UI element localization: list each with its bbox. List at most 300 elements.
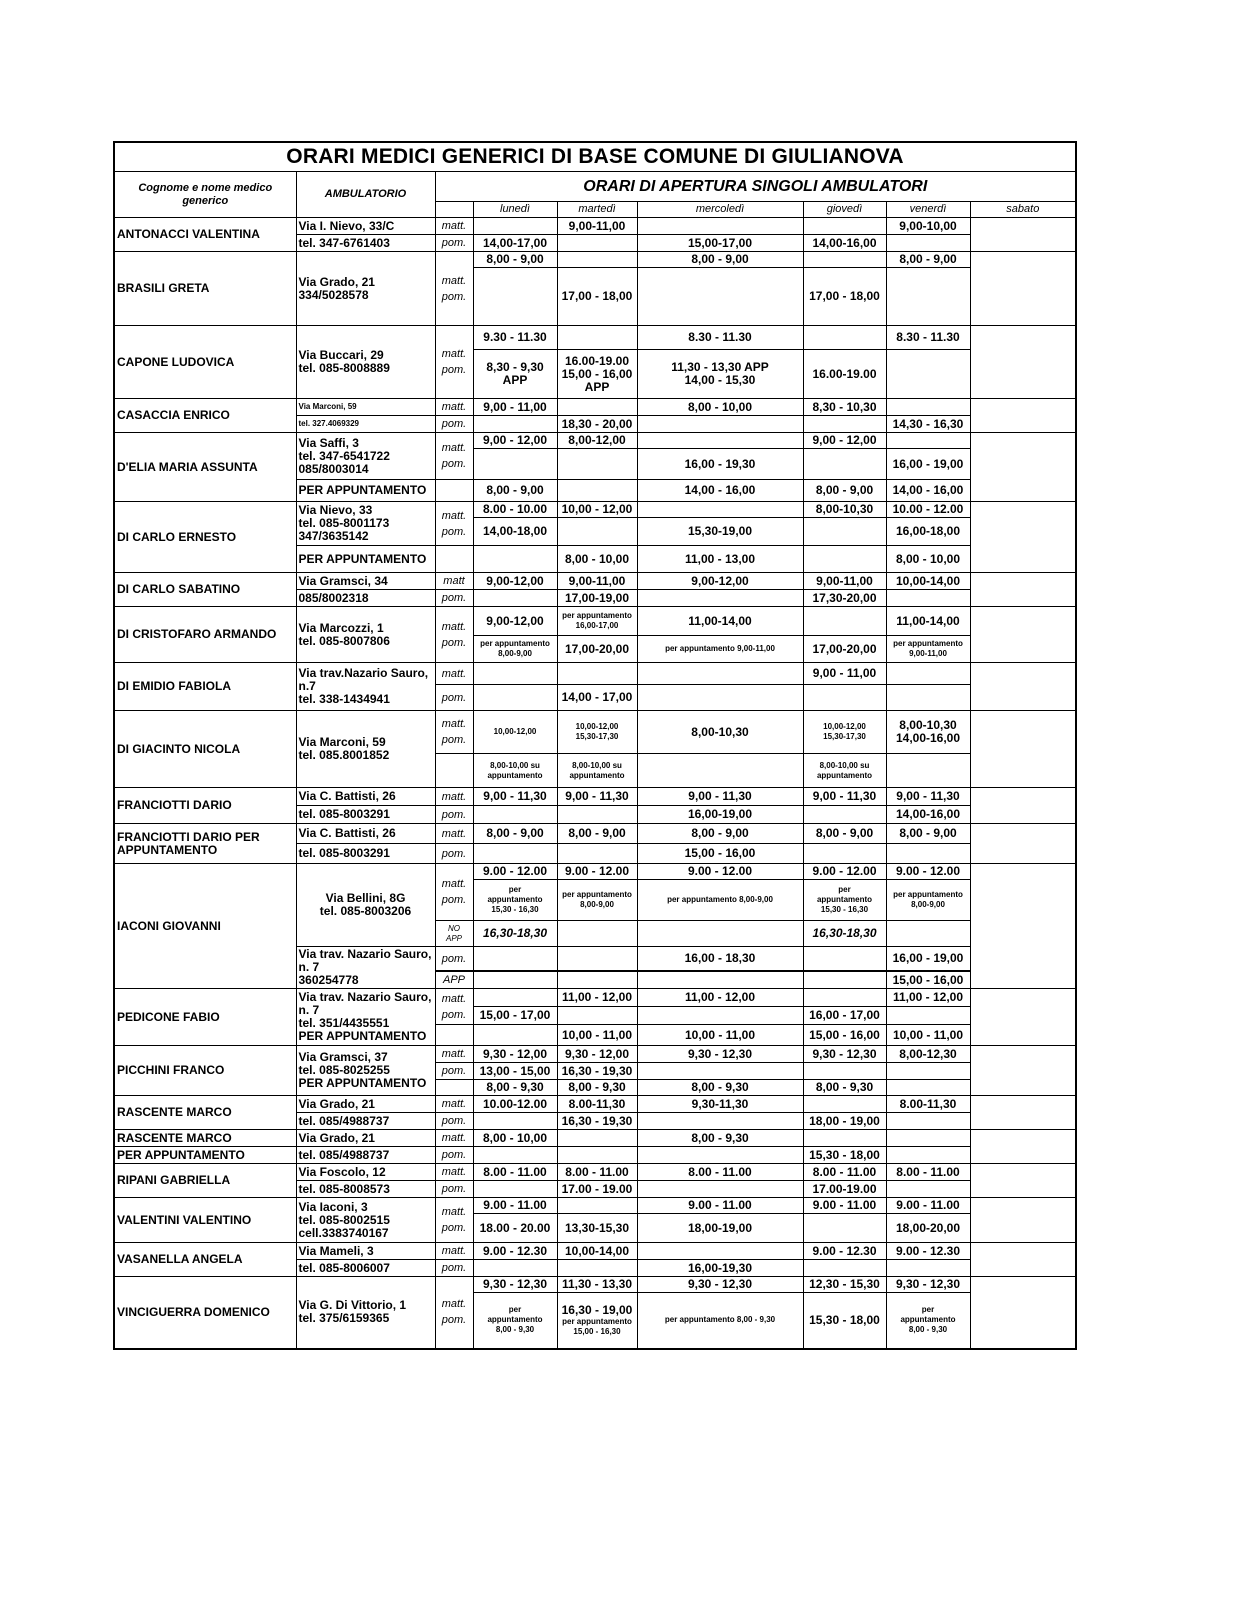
hours-cell bbox=[886, 1063, 970, 1080]
hours-cell bbox=[803, 1096, 886, 1113]
hours-cell: 17.00-19.00 bbox=[803, 1181, 886, 1198]
hours-cell bbox=[886, 685, 970, 711]
doctor-name: FRANCIOTTI DARIO bbox=[114, 788, 296, 824]
hours-cell: 17.00 - 19.00 bbox=[557, 1181, 637, 1198]
clinic-address bbox=[296, 433, 435, 480]
clinic-address bbox=[296, 663, 435, 711]
clinic-street: Via G. Di Vittorio, 1 bbox=[298, 1298, 407, 1313]
hours-cell: 17,00 - 18,00 bbox=[557, 268, 637, 326]
hours-cell: 16,30-18,30 bbox=[803, 921, 886, 947]
hours-cell-saturday bbox=[970, 663, 1076, 711]
hours-cell: 9.00 - 11.00 bbox=[886, 1198, 970, 1214]
hours-cell: 16,00-19,00 bbox=[637, 806, 803, 824]
hours-cell: 8.00-11,30 bbox=[557, 1096, 637, 1113]
clinic-address-2 bbox=[296, 947, 435, 989]
clinic-phone: tel. 085-8003291 bbox=[296, 844, 435, 864]
hours-cell: 18,00 - 19,00 bbox=[803, 1113, 886, 1130]
hours-cell-saturday bbox=[970, 1096, 1076, 1130]
clinic-address: Via Foscolo, 12 bbox=[296, 1164, 435, 1181]
hours-cell: per appuntamento 9,00-11,00 bbox=[637, 636, 803, 663]
doctor-name: DI CARLO SABATINO bbox=[114, 573, 296, 607]
table-row bbox=[114, 824, 1076, 844]
time-label: matt. bbox=[435, 1243, 473, 1260]
clinic-phone: 360254778 bbox=[298, 973, 359, 987]
clinic-address: Via Grado, 21 bbox=[296, 1130, 435, 1147]
hours-cell-saturday bbox=[970, 1164, 1076, 1198]
clinic-phone: tel. 085-8002515 bbox=[298, 1212, 390, 1227]
doctor-name-2: PER APPUNTAMENTO bbox=[114, 1147, 296, 1164]
hours-cell: 11,00 - 12,00 bbox=[557, 989, 637, 1007]
hours-cell: 8,00-10,30 14,00-16,00 bbox=[886, 711, 970, 754]
clinic-address: Via I. Nievo, 33/C bbox=[296, 218, 435, 235]
hours-line: 16,30 - 19,00 bbox=[561, 1302, 633, 1317]
hours-cell bbox=[473, 416, 557, 433]
hours-cell bbox=[803, 844, 886, 864]
day-friday: venerdì bbox=[886, 202, 970, 218]
hours-cell: 10,00 - 11,00 bbox=[637, 1025, 803, 1046]
schedule-table bbox=[113, 141, 1077, 1350]
hours-cell: 9.30 - 11.30 bbox=[473, 326, 557, 350]
time-label: matt. bbox=[435, 663, 473, 685]
time-label: pom. bbox=[435, 590, 473, 607]
hours-cell bbox=[473, 1260, 557, 1277]
hours-cell: 10,00-14,00 bbox=[886, 573, 970, 590]
hours-cell bbox=[803, 518, 886, 546]
clinic-address: Via Grado, 21 bbox=[296, 1096, 435, 1113]
hours-cell: 8,00-10,30 bbox=[803, 502, 886, 518]
hours-cell bbox=[886, 1130, 970, 1147]
hours-cell: 14,30 - 16,30 bbox=[886, 416, 970, 433]
doctor-name: ANTONACCI VALENTINA bbox=[114, 218, 296, 252]
hours-cell bbox=[637, 590, 803, 607]
hours-cell bbox=[637, 1007, 803, 1025]
hours-cell: 10.00-12.00 bbox=[473, 1096, 557, 1113]
clinic-street: Via Marcozzi, 1 bbox=[298, 620, 384, 635]
hours-cell-saturday bbox=[970, 252, 1076, 326]
hours-cell: 9.00 - 12.00 bbox=[886, 864, 970, 880]
time-label bbox=[435, 1080, 473, 1096]
doctor-name: IACONI GIOVANNI bbox=[114, 864, 296, 989]
hours-cell bbox=[803, 326, 886, 350]
hours-cell: 16,00 - 19,00 bbox=[886, 449, 970, 480]
hours-cell: 9,00 - 11,30 bbox=[886, 788, 970, 806]
hours-cell: per appuntamento 8,00 - 9,30 bbox=[886, 1293, 970, 1349]
table-row bbox=[114, 1198, 1076, 1214]
hours-cell bbox=[473, 806, 557, 824]
hours-cell: 8.30 - 11.30 bbox=[637, 326, 803, 350]
hours-cell bbox=[473, 590, 557, 607]
clinic-street: Via Saffi, 3 bbox=[298, 435, 359, 450]
clinic-address bbox=[296, 864, 435, 947]
hours-cell: 9,00-12,00 bbox=[473, 607, 557, 636]
hours-cell-saturday bbox=[970, 573, 1076, 607]
hours-cell: 17,00-19,00 bbox=[557, 590, 637, 607]
hours-cell: 9,30 - 12,30 bbox=[637, 1046, 803, 1063]
hours-cell: 9.00 - 12.00 bbox=[557, 864, 637, 880]
hours-cell-saturday bbox=[970, 399, 1076, 433]
hours-cell bbox=[557, 235, 637, 252]
hours-cell: 8.30 - 11.30 bbox=[886, 326, 970, 350]
time-label: matt. pom. bbox=[435, 989, 473, 1025]
hours-cell bbox=[803, 416, 886, 433]
header-hours: ORARI DI APERTURA SINGOLI AMBULATORI bbox=[435, 172, 1076, 202]
time-label: matt. bbox=[435, 1096, 473, 1113]
hours-cell bbox=[473, 546, 557, 573]
doctor-name: RASCENTE MARCO bbox=[114, 1096, 296, 1130]
table-row bbox=[114, 989, 1076, 1007]
time-label: matt. pom. bbox=[435, 433, 473, 480]
hours-cell: 16,00 - 18,30 bbox=[637, 947, 803, 971]
table-row bbox=[114, 502, 1076, 518]
hours-cell: 18,30 - 20,00 bbox=[557, 416, 637, 433]
doctor-name: CASACCIA ENRICO bbox=[114, 399, 296, 433]
hours-cell: 16,00-18,00 bbox=[886, 518, 970, 546]
hours-cell: 9,00-10,00 bbox=[886, 218, 970, 235]
hours-cell: 12,30 - 15,30 bbox=[803, 1277, 886, 1293]
hours-cell bbox=[886, 844, 970, 864]
hours-cell bbox=[473, 1113, 557, 1130]
hours-cell: 9.00 - 12.00 bbox=[473, 864, 557, 880]
hours-cell: 8,00-12,00 bbox=[557, 433, 637, 449]
hours-cell: per appuntamento 16,00-17,00 bbox=[557, 607, 637, 636]
hours-cell: 8,00 - 10,00 bbox=[637, 399, 803, 416]
clinic-street: Via Gramsci, 37 bbox=[298, 1050, 388, 1064]
clinic-street: Via trav. Nazario Sauro, bbox=[298, 947, 432, 961]
clinic-phone-2: 347/3635142 bbox=[298, 529, 369, 543]
hours-cell bbox=[557, 1007, 637, 1025]
clinic-address: Via Marconi, 59 bbox=[296, 399, 435, 416]
clinic-address bbox=[296, 711, 435, 788]
hours-cell: 16,30 - 19,30 bbox=[557, 1063, 637, 1080]
table-row bbox=[114, 607, 1076, 636]
hours-cell: 10,00-12,00 15,30-17,30 bbox=[557, 711, 637, 754]
hours-cell: per appuntamento 8,00-9,00 bbox=[637, 880, 803, 921]
hours-cell: 8.00 - 11.00 bbox=[557, 1164, 637, 1181]
hours-cell bbox=[473, 1181, 557, 1198]
hours-cell: 9,00 - 12,00 bbox=[803, 433, 886, 449]
clinic-address: Via Gramsci, 34 bbox=[296, 573, 435, 590]
hours-cell: 8,00 - 9,00 bbox=[803, 824, 886, 844]
time-label: pom. bbox=[435, 1063, 473, 1080]
table-row bbox=[114, 326, 1076, 350]
clinic-address: Via Mameli, 3 bbox=[296, 1243, 435, 1260]
hours-cell bbox=[803, 449, 886, 480]
hours-cell-saturday bbox=[970, 502, 1076, 573]
table-row bbox=[114, 788, 1076, 806]
doctor-name: D'ELIA MARIA ASSUNTA bbox=[114, 433, 296, 502]
hours-cell: 16.00-19.00 bbox=[803, 350, 886, 399]
doctor-name: DI CRISTOFARO ARMANDO bbox=[114, 607, 296, 663]
hours-cell bbox=[557, 663, 637, 685]
time-label: pom. bbox=[435, 947, 473, 971]
clinic-phone: tel. 085-8008573 bbox=[296, 1181, 435, 1198]
hours-cell: 9,00 - 11,30 bbox=[803, 788, 886, 806]
hours-cell: 8.00 - 11.00 bbox=[886, 1164, 970, 1181]
hours-cell: per appuntamento 8,00-9,00 bbox=[557, 880, 637, 921]
hours-cell bbox=[473, 449, 557, 480]
day-thursday: giovedì bbox=[803, 202, 886, 218]
hours-cell bbox=[803, 218, 886, 235]
hours-cell bbox=[557, 947, 637, 971]
hours-cell: 8,00 - 9,00 bbox=[886, 824, 970, 844]
hours-cell: 14,00 - 16,00 bbox=[637, 480, 803, 502]
clinic-address bbox=[296, 326, 435, 399]
hours-cell bbox=[637, 754, 803, 788]
hours-cell bbox=[473, 663, 557, 685]
hours-cell bbox=[557, 844, 637, 864]
hours-cell: per appuntamento 15,30 - 16,30 bbox=[803, 880, 886, 921]
hours-cell: per appuntamento 9,00-11,00 bbox=[886, 636, 970, 663]
hours-cell: 8,00-10,00 su appuntamento bbox=[473, 754, 557, 788]
clinic-phone-2: cell.3383740167 bbox=[298, 1225, 389, 1240]
table-row bbox=[114, 1130, 1076, 1147]
doctor-name: CAPONE LUDOVICA bbox=[114, 326, 296, 399]
hours-cell: 8.00 - 10.00 bbox=[473, 502, 557, 518]
hours-cell bbox=[637, 663, 803, 685]
hours-cell bbox=[473, 685, 557, 711]
hours-cell bbox=[637, 218, 803, 235]
hours-cell: 11,30 - 13,30 APP 14,00 - 15,30 bbox=[637, 350, 803, 399]
hours-cell bbox=[886, 399, 970, 416]
hours-cell bbox=[886, 663, 970, 685]
hours-main bbox=[560, 1304, 635, 1337]
hours-cell: 9,00 - 11,00 bbox=[473, 399, 557, 416]
hours-cell-saturday bbox=[970, 864, 1076, 989]
hours-cell bbox=[803, 1214, 886, 1243]
clinic-phone: tel. 085-8001173 bbox=[298, 516, 390, 530]
hours-cell: 11,00 - 12,00 bbox=[637, 989, 803, 1007]
table-row bbox=[114, 1243, 1076, 1260]
hours-cell: 9,00 - 12,00 bbox=[473, 433, 557, 449]
table-row bbox=[114, 1147, 1076, 1164]
clinic-phone: 085/8002318 bbox=[296, 590, 435, 607]
hours-cell bbox=[637, 685, 803, 711]
hours-cell: 8,00 - 9,30 bbox=[637, 1130, 803, 1147]
time-label: pom. bbox=[435, 1260, 473, 1277]
hours-cell: 9,30 - 12,30 bbox=[803, 1046, 886, 1063]
hours-cell: 11,00-14,00 bbox=[637, 607, 803, 636]
time-label: matt. bbox=[435, 824, 473, 844]
doctor-name: VALENTINI VALENTINO bbox=[114, 1198, 296, 1243]
hours-cell bbox=[557, 1147, 637, 1164]
hours-cell: 9.00 - 11.00 bbox=[637, 1198, 803, 1214]
table-row bbox=[114, 1096, 1076, 1113]
hours-cell: 16,30 - 19,30 bbox=[557, 1113, 637, 1130]
time-label: matt. pom. bbox=[435, 1198, 473, 1243]
hours-cell bbox=[557, 480, 637, 502]
hours-cell: 8.00 - 11.00 bbox=[637, 1164, 803, 1181]
time-label: pom. bbox=[435, 806, 473, 824]
hours-cell: 16,00 - 17,00 bbox=[803, 1007, 886, 1025]
hours-cell: 8,00 - 9,30 bbox=[637, 1080, 803, 1096]
hours-cell-saturday bbox=[970, 326, 1076, 399]
hours-cell bbox=[637, 416, 803, 433]
clinic-phone: 334/5028578 bbox=[298, 287, 369, 302]
clinic-phone-2: 085/8003014 bbox=[298, 461, 369, 476]
hours-cell: 8.00-11,30 bbox=[886, 1096, 970, 1113]
hours-cell bbox=[886, 1260, 970, 1277]
hours-cell: 9,00 - 11,30 bbox=[557, 788, 637, 806]
hours-cell bbox=[473, 218, 557, 235]
clinic-street: Via Nievo, 33 bbox=[298, 503, 373, 517]
hours-cell bbox=[886, 754, 970, 788]
hours-cell: 9,00-12,00 bbox=[637, 573, 803, 590]
hours-cell bbox=[473, 947, 557, 971]
table-row bbox=[114, 433, 1076, 449]
hours-cell bbox=[637, 1147, 803, 1164]
hours-cell bbox=[637, 1181, 803, 1198]
hours-cell: 9,00 - 11,00 bbox=[803, 663, 886, 685]
hours-cell: 9,00-12,00 bbox=[473, 573, 557, 590]
time-label bbox=[435, 754, 473, 788]
hours-cell: 11,30 - 13,30 bbox=[557, 1277, 637, 1293]
clinic-street-2: n. 7 bbox=[298, 960, 320, 974]
hours-cell-saturday bbox=[970, 1198, 1076, 1243]
hours-cell: 15,00 - 17,00 bbox=[473, 1007, 557, 1025]
hours-cell: 14,00-16,00 bbox=[886, 806, 970, 824]
hours-cell: 8,00 - 10,00 bbox=[473, 1130, 557, 1147]
time-label: matt. pom. bbox=[435, 864, 473, 921]
time-label bbox=[435, 546, 473, 573]
clinic-phone: tel. 375/6159365 bbox=[298, 1311, 390, 1326]
hours-cell-saturday bbox=[970, 1130, 1076, 1164]
hours-cell: 13,00 - 15,00 bbox=[473, 1063, 557, 1080]
hours-cell: per appuntamento 8,00-9,00 bbox=[473, 636, 557, 663]
hours-cell: 8,00 - 9,00 bbox=[473, 252, 557, 268]
hours-cell: 17,30-20,00 bbox=[803, 590, 886, 607]
appointment-label: PER APPUNTAMENTO bbox=[298, 1076, 427, 1090]
hours-cell: 10,00-12,00 15,30-17,30 bbox=[803, 711, 886, 754]
time-label: pom. bbox=[435, 685, 473, 711]
hours-cell bbox=[886, 590, 970, 607]
time-label: matt. pom. bbox=[435, 502, 473, 546]
hours-cell bbox=[557, 1130, 637, 1147]
clinic-phone: tel. 085/4988737 bbox=[296, 1147, 435, 1164]
hours-cell: 15,00-17,00 bbox=[637, 235, 803, 252]
hours-cell: 8.00 - 11.00 bbox=[803, 1164, 886, 1181]
hours-cell bbox=[886, 1181, 970, 1198]
hours-cell bbox=[473, 972, 557, 989]
hours-cell: 16,30-18,30 bbox=[473, 921, 557, 947]
hours-cell bbox=[557, 1260, 637, 1277]
hours-cell bbox=[803, 546, 886, 573]
hours-cell: 8,00 - 9,30 bbox=[803, 1080, 886, 1096]
hours-cell: 9,00-11,00 bbox=[557, 218, 637, 235]
hours-cell bbox=[637, 1243, 803, 1260]
table-row bbox=[114, 1046, 1076, 1063]
hours-cell bbox=[886, 1007, 970, 1025]
table-row bbox=[114, 218, 1076, 235]
time-label: pom. bbox=[435, 844, 473, 864]
table-row bbox=[114, 1164, 1076, 1181]
hours-cell: 9,30 - 12,00 bbox=[557, 1046, 637, 1063]
hours-cell: 9,00 - 11,30 bbox=[473, 788, 557, 806]
hours-cell: 9,30 - 12,30 bbox=[473, 1277, 557, 1293]
hours-cell: 10,00-12,00 bbox=[473, 711, 557, 754]
hours-cell bbox=[803, 607, 886, 636]
hours-cell: 16,00 - 19,00 bbox=[886, 947, 970, 971]
table-row bbox=[114, 399, 1076, 416]
hours-cell: 8,00-10,00 su appuntamento bbox=[803, 754, 886, 788]
doctor-name: FRANCIOTTI DARIO PER APPUNTAMENTO bbox=[114, 824, 296, 864]
hours-cell bbox=[886, 433, 970, 449]
table-row bbox=[114, 663, 1076, 685]
doctor-name: DI CARLO ERNESTO bbox=[114, 502, 296, 573]
hours-cell: 8,00-12,30 bbox=[886, 1046, 970, 1063]
clinic-street: Via Grado, 21 bbox=[298, 274, 375, 289]
hours-cell bbox=[886, 268, 970, 326]
hours-cell bbox=[473, 268, 557, 326]
time-label: matt. pom. bbox=[435, 326, 473, 399]
hours-cell: 8,00 - 10,00 bbox=[886, 546, 970, 573]
hours-cell bbox=[803, 252, 886, 268]
clinic-address bbox=[296, 502, 435, 546]
hours-cell bbox=[803, 989, 886, 1007]
clinic-street-2: n.7 bbox=[298, 679, 316, 693]
clinic-address bbox=[296, 1198, 435, 1243]
hours-cell: 9,00-11,00 bbox=[803, 573, 886, 590]
time-label: pom. bbox=[435, 1147, 473, 1164]
hours-cell-saturday bbox=[970, 989, 1076, 1046]
hours-cell: 9.00 - 11.00 bbox=[473, 1198, 557, 1214]
hours-cell: 10,00 - 11,00 bbox=[886, 1025, 970, 1046]
clinic-street: Via Marconi, 59 bbox=[298, 735, 386, 749]
hours-cell: 14,00-16,00 bbox=[803, 235, 886, 252]
hours-note: 15,00 - 16,30 bbox=[573, 1326, 621, 1336]
clinic-street: Via trav.Nazario Sauro, bbox=[298, 666, 429, 680]
hours-cell: 10,00 - 11,00 bbox=[557, 1025, 637, 1046]
hours-cell: 8,30 - 9,30 APP bbox=[473, 350, 557, 399]
hours-cell bbox=[803, 947, 886, 971]
hours-cell-saturday bbox=[970, 433, 1076, 502]
hours-note: per appuntamento bbox=[562, 1316, 632, 1326]
time-label: matt. bbox=[435, 788, 473, 806]
hours-cell: 9.00 - 12.00 bbox=[803, 864, 886, 880]
hours-cell: 8,00 - 9,30 bbox=[473, 1080, 557, 1096]
hours-cell bbox=[637, 972, 803, 989]
hours-cell bbox=[557, 1198, 637, 1214]
clinic-phone: tel. 085-8025255 bbox=[298, 1063, 390, 1077]
hours-cell: 9,00 - 11,30 bbox=[637, 788, 803, 806]
hours-cell bbox=[886, 1113, 970, 1130]
hours-cell: 16.00-19.00 15,00 - 16,00 APP bbox=[557, 350, 637, 399]
hours-cell: 9.00 - 12.30 bbox=[886, 1243, 970, 1260]
clinic-address bbox=[296, 607, 435, 663]
clinic-address bbox=[296, 1277, 435, 1349]
hours-cell bbox=[557, 449, 637, 480]
hours-cell: per appuntamento 8,00 - 9,30 bbox=[637, 1293, 803, 1349]
hours-cell: 16,00-19,30 bbox=[637, 1260, 803, 1277]
table-row bbox=[114, 1277, 1076, 1293]
day-label bbox=[435, 202, 473, 218]
clinic-address: Via C. Battisti, 26 bbox=[296, 824, 435, 844]
appointment-label: PER APPUNTAMENTO bbox=[296, 480, 435, 502]
day-saturday: sabato bbox=[970, 202, 1076, 218]
hours-cell bbox=[557, 518, 637, 546]
hours-cell bbox=[886, 921, 970, 947]
hours-cell-saturday bbox=[970, 218, 1076, 252]
doctor-name: BRASILI GRETA bbox=[114, 252, 296, 326]
hours-cell: 8,00-10,30 bbox=[637, 711, 803, 754]
clinic-street: Via trav. Nazario Sauro, bbox=[298, 990, 432, 1004]
hours-cell: 9,30 - 12,00 bbox=[473, 1046, 557, 1063]
hours-cell bbox=[803, 806, 886, 824]
hours-cell bbox=[557, 252, 637, 268]
clinic-phone: tel. 085-8003206 bbox=[319, 904, 412, 918]
time-label: matt. pom. bbox=[435, 711, 473, 754]
hours-cell: 8,30 - 10,30 bbox=[803, 399, 886, 416]
doctor-name: DI GIACINTO NICOLA bbox=[114, 711, 296, 788]
